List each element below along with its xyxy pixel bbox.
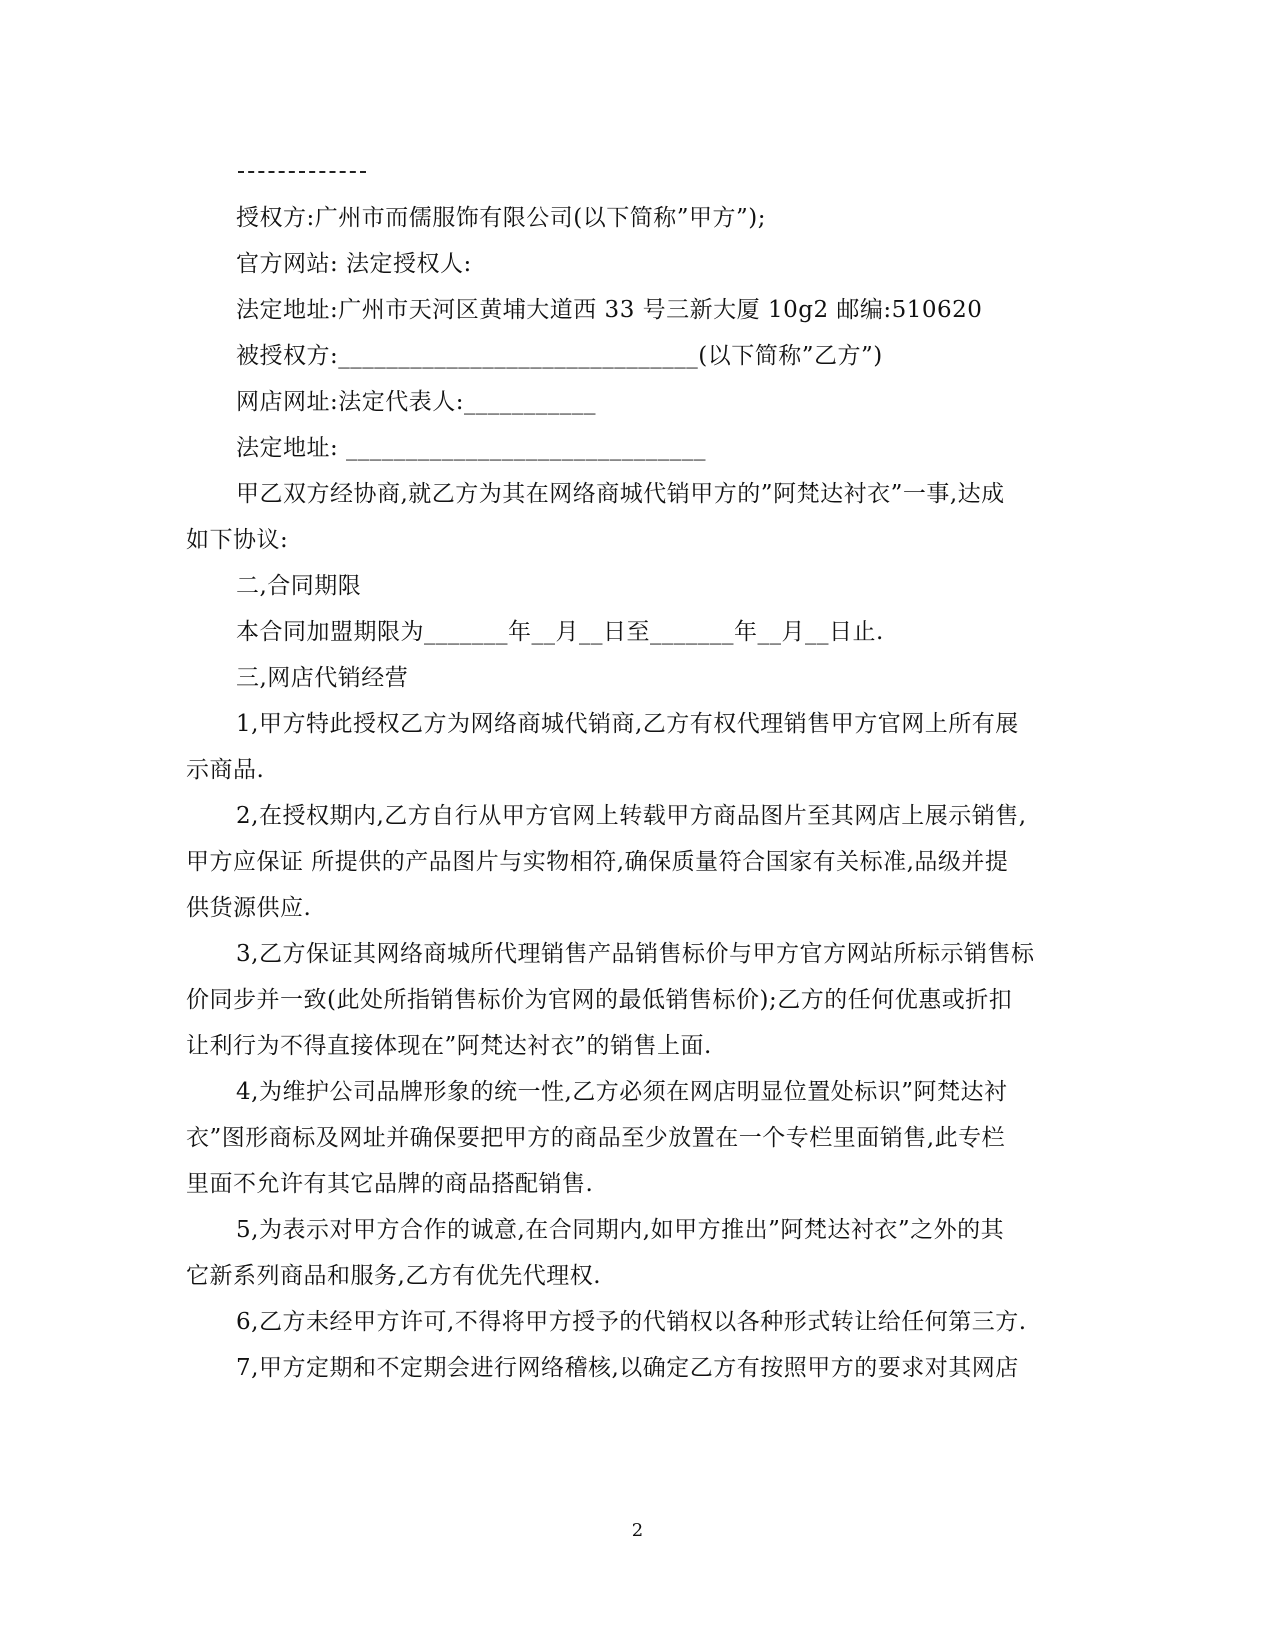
- legal-address-blank-line: 法定地址: ______________________________: [236, 435, 707, 461]
- clause-1-line-2: 示商品.: [186, 757, 265, 783]
- clause-3-line-1: 3,乙方保证其网络商城所代理销售产品销售标价与甲方官方网站所标示销售标: [236, 941, 1035, 967]
- authorizer-line: 授权方:广州市而儒服饰有限公司(以下简称”甲方”);: [236, 205, 766, 231]
- official-website-line: 官方网站: 法定授权人:: [236, 251, 472, 277]
- clause-5-line-1: 5,为表示对甲方合作的诚意,在合同期内,如甲方推出”阿梵达衬衣”之外的其: [236, 1217, 1005, 1243]
- clause-4-line-1: 4,为维护公司品牌形象的统一性,乙方必须在网店明显位置处标识”阿梵达衬: [236, 1079, 1008, 1105]
- clause-3-line-2: 价同步并一致(此处所指销售标价为官网的最低销售标价);乙方的任何优惠或折扣: [186, 987, 1013, 1013]
- clause-3-line-3: 让利行为不得直接体现在”阿梵达衬衣”的销售上面.: [186, 1033, 712, 1059]
- clause-2-line-2: 甲方应保证 所提供的产品图片与实物相符,确保质量符合国家有关标准,品级并提: [186, 849, 1009, 875]
- clause-6-line: 6,乙方未经甲方许可,不得将甲方授予的代销权以各种形式转让给任何第三方.: [236, 1309, 1027, 1335]
- shop-url-line: 网店网址:法定代表人:___________: [236, 389, 596, 415]
- contract-term-line: 本合同加盟期限为_______年__月__日至_______年__月__日止.: [236, 619, 884, 645]
- clause-1-line-1: 1,甲方特此授权乙方为网络商城代销商,乙方有权代理销售甲方官网上所有展: [236, 711, 1019, 737]
- clause-4-line-3: 里面不允许有其它品牌的商品搭配销售.: [186, 1171, 594, 1197]
- clause-4-line-2: 衣”图形商标及网址并确保要把甲方的商品至少放置在一个专栏里面销售,此专栏: [186, 1125, 1006, 1151]
- agreement-intro-line-2: 如下协议:: [186, 527, 289, 553]
- clause-5-line-2: 它新系列商品和服务,乙方有优先代理权.: [186, 1263, 602, 1289]
- legal-address-line: 法定地址:广州市天河区黄埔大道西 33 号三新大厦 10g2 邮编:510620: [236, 297, 983, 323]
- section-online-shop-heading: 三,网店代销经营: [236, 665, 409, 691]
- section-contract-term-heading: 二,合同期限: [236, 573, 362, 599]
- page-number: 2: [631, 1520, 644, 1541]
- top-rule: [238, 171, 366, 173]
- authorized-party-line: 被授权方:______________________________(以下简称”乙方”): [236, 343, 883, 369]
- clause-2-line-1: 2,在授权期内,乙方自行从甲方官网上转载甲方商品图片至其网店上展示销售,: [236, 803, 1027, 829]
- clause-2-line-3: 供货源供应.: [186, 895, 312, 921]
- clause-7-line-1: 7,甲方定期和不定期会进行网络稽核,以确定乙方有按照甲方的要求对其网店: [236, 1355, 1019, 1381]
- agreement-intro-line-1: 甲乙双方经协商,就乙方为其在网络商城代销甲方的”阿梵达衬衣”一事,达成: [236, 481, 1005, 507]
